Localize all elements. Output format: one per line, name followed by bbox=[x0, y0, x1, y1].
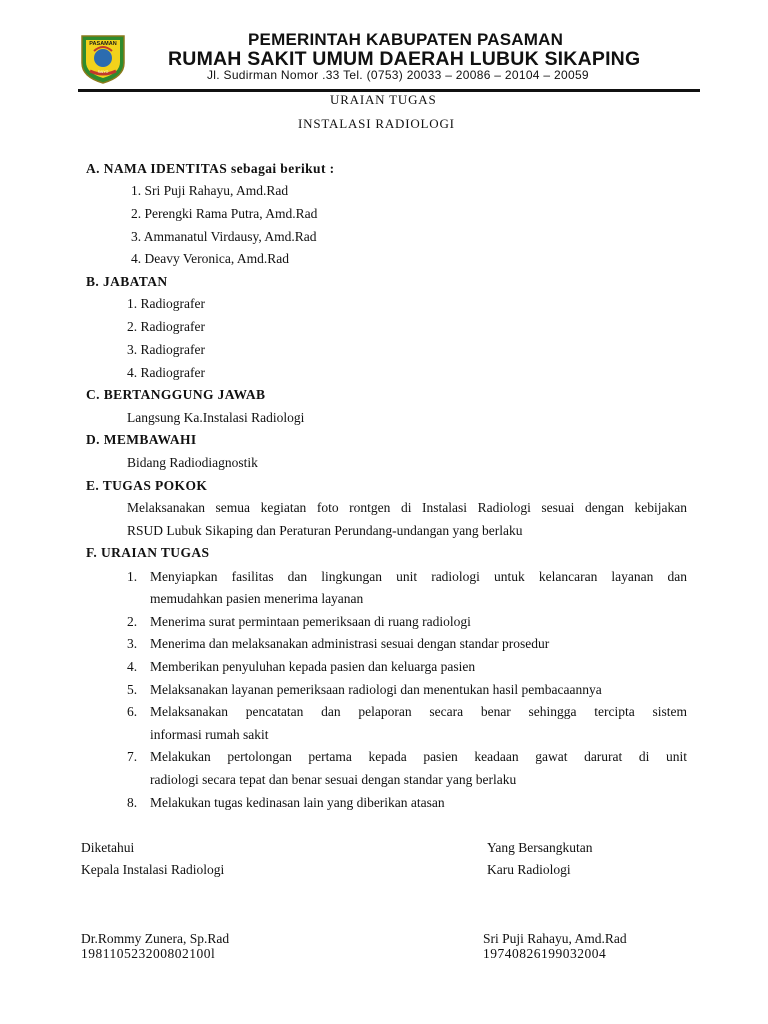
section-d-heading: D. MEMBAWAHI bbox=[86, 432, 197, 447]
task-number: 6. bbox=[127, 704, 138, 719]
pasaman-logo bbox=[78, 33, 128, 85]
header-address: Jl. Sudirman Nomor .33 Tel. (0753) 20033 – 20086 – 20104 – 20059 bbox=[207, 68, 589, 82]
doc-title: URAIAN TUGAS bbox=[330, 92, 437, 107]
identity-item: 2. Perengki Rama Putra, Amd.Rad bbox=[131, 206, 318, 221]
header-government: PEMERINTAH KABUPATEN PASAMAN bbox=[248, 30, 564, 49]
task-number: 7. bbox=[127, 749, 138, 764]
task-line: Melakukan tugas kedinasan lain yang diberikan atasan bbox=[150, 795, 445, 810]
logo-text: PASAMAN bbox=[89, 41, 117, 47]
section-c-heading: C. BERTANGGUNG JAWAB bbox=[86, 387, 266, 402]
identity-item: 4. Deavy Veronica, Amd.Rad bbox=[131, 251, 289, 266]
left-signature-known: Diketahui bbox=[81, 840, 135, 855]
section-b-heading: B. JABATAN bbox=[86, 274, 168, 289]
right-signature-name: Sri Puji Rahayu, Amd.Rad bbox=[483, 931, 627, 946]
task-number: 3. bbox=[127, 636, 138, 651]
identity-item: 3. Ammanatul Virdausy, Amd.Rad bbox=[131, 229, 317, 244]
position-item: 2. Radiografer bbox=[127, 319, 205, 334]
position-item: 1. Radiografer bbox=[127, 296, 205, 311]
left-signature-position: Kepala Instalasi Radiologi bbox=[81, 862, 225, 877]
section-f-heading: F. URAIAN TUGAS bbox=[86, 545, 210, 560]
left-signature-nip: 198110523200802100l bbox=[81, 946, 216, 961]
task-line: Melakukan pertolongan pertama kepada pasien keadaan gawat darurat di unit bbox=[150, 749, 687, 764]
section-e-heading: E. TUGAS POKOK bbox=[86, 478, 208, 493]
logo-ribbon-text: SAIYO bbox=[97, 70, 109, 74]
doc-subtitle: INSTALASI RADIOLOGI bbox=[298, 116, 455, 131]
task-number: 5. bbox=[127, 682, 138, 697]
right-signature-nip: 19740826199032004 bbox=[483, 946, 607, 961]
task-number: 8. bbox=[127, 795, 138, 810]
task-line: Menyiapkan fasilitas dan lingkungan unit radiologi untuk kelancaran layanan dan bbox=[150, 569, 687, 584]
task-line: Melaksanakan layanan pemeriksaan radiologi dan menentukan hasil pembacaannya bbox=[150, 682, 602, 697]
task-line: informasi rumah sakit bbox=[150, 727, 269, 742]
task-line: Menerima dan melaksanakan administrasi sesuai dengan standar prosedur bbox=[150, 636, 550, 651]
task-number: 4. bbox=[127, 659, 138, 674]
task-line: radiologi secara tepat dan benar sesuai dengan standar yang berlaku bbox=[150, 772, 517, 787]
position-item: 3. Radiografer bbox=[127, 342, 205, 357]
section-a-heading: A. NAMA IDENTITAS sebagai berikut : bbox=[86, 161, 335, 176]
task-line: Menerima surat permintaan pemeriksaan di ruang radiologi bbox=[150, 614, 471, 629]
task-line: Melaksanakan pencatatan dan pelaporan secara benar sehingga tercipta sistem bbox=[150, 704, 687, 719]
right-signature-known: Yang Bersangkutan bbox=[487, 840, 593, 855]
right-signature-position: Karu Radiologi bbox=[487, 862, 571, 877]
task-number: 1. bbox=[127, 569, 138, 584]
task-number: 2. bbox=[127, 614, 138, 629]
section-e-line2: RSUD Lubuk Sikaping dan Peraturan Perundang-undangan yang berlaku bbox=[127, 523, 523, 538]
header-hospital: RUMAH SAKIT UMUM DAERAH LUBUK SIKAPING bbox=[168, 48, 641, 70]
section-e-line1: Melaksanakan semua kegiatan foto rontgen di Instalasi Radiologi sesuai dengan kebijakan bbox=[127, 500, 687, 515]
section-d-text: Bidang Radiodiagnostik bbox=[127, 455, 258, 470]
left-signature-name: Dr.Rommy Zunera, Sp.Rad bbox=[81, 931, 230, 946]
section-c-text: Langsung Ka.Instalasi Radiologi bbox=[127, 410, 305, 425]
identity-item: 1. Sri Puji Rahayu, Amd.Rad bbox=[131, 183, 289, 198]
position-item: 4. Radiografer bbox=[127, 365, 205, 380]
task-line: memudahkan pasien menerima layanan bbox=[150, 591, 364, 606]
task-line: Memberikan penyuluhan kepada pasien dan keluarga pasien bbox=[150, 659, 476, 674]
